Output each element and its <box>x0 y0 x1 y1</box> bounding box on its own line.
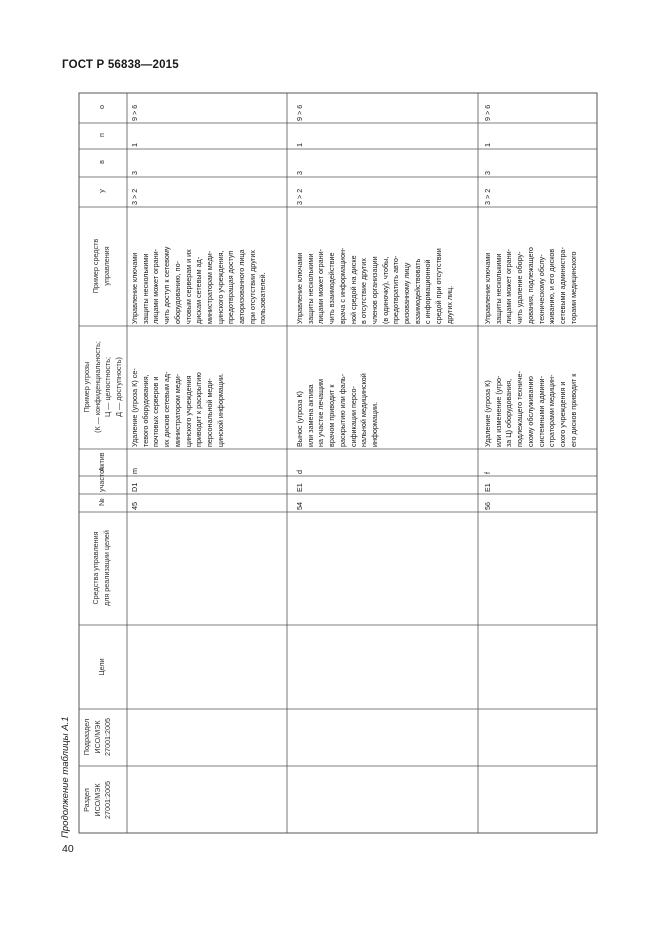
row-54-threat: Вынос (угроза К) или замена актива на участке лечащим врачом приводит к раскрытию или фаль- сификации персо- нальной медицинской информации. <box>295 373 379 447</box>
row-56-u: 3 > 2 <box>483 188 492 205</box>
row-56-threat: Удаление (угроза К) или изменение (угро- за Ц) оборудования, подлежащего техниче- скому обслуживанию системными админи- страторами медицин- ского учреждения и его дисков приводит к <box>483 371 578 447</box>
document-title: ГОСТ Р 56838—2015 <box>62 59 179 71</box>
row-56-control: Управление ключами защиты несколькими лицами может ограни- чить удаление обору- дования, подлежащего техническому обслу- живанию, и его дисков сетевыми администра- торами медицинского <box>483 247 578 324</box>
row-45-u: 3 > 2 <box>130 188 139 205</box>
header-area: участок <box>97 466 106 492</box>
row-54-p: 1 <box>295 143 304 147</box>
row-45-o: 9 > 6 <box>130 104 139 121</box>
table-continuation-label: Продолжение таблицы А.1 <box>60 716 71 838</box>
row-54-number: 54 <box>295 502 304 510</box>
row-45-p: 1 <box>130 143 139 147</box>
row-54-asset: d <box>295 470 304 474</box>
row-45-area: D1 <box>130 482 139 492</box>
header-asset: Актив <box>97 452 106 472</box>
row-45-threat: Удаление (угроза К) се- тевого оборудования, почтовых серверов и их дисков сетевым ад- министратором меди- цинского учреждения приводит к раскрытию персональной меди- цинской информации. <box>130 368 225 447</box>
header-o: о <box>97 105 106 109</box>
row-56-v: 3 <box>483 171 492 175</box>
header-control-example: Пример средств управления <box>91 238 111 294</box>
row-56-area: E1 <box>483 483 492 492</box>
row-45-control: Управление ключами защиты несколькими лицами может ограни- чить доступ к сетевому оборудованию, по- чтовым серверам и их дискам сетевым ад- министраторам меди- цинского учреждения, предотвращая доступ авторизованного лица при отсутствии других пользователей. <box>130 246 268 324</box>
header-v: в <box>97 160 106 164</box>
row-54-v: 3 <box>295 171 304 175</box>
row-54-area: E1 <box>295 483 304 492</box>
row-54-o: 9 > 6 <box>295 104 304 121</box>
header-p: п <box>97 133 106 137</box>
header-iso-section: Раздел ИСО/МЭК 27001:2005 <box>82 781 113 819</box>
page-number: 40 <box>62 843 74 855</box>
row-45-asset: m <box>130 468 139 474</box>
row-56-p: 1 <box>483 143 492 147</box>
header-goals: Цели <box>97 658 106 676</box>
row-56-o: 9 > 6 <box>483 104 492 121</box>
row-56-asset: f <box>483 472 492 474</box>
row-56-number: 56 <box>483 502 492 510</box>
row-54-u: 3 > 2 <box>295 188 304 205</box>
row-54-control: Управление ключами защиты несколькими лицами может ограни- чить взаимодействие врача с информацион- ной средой на диске в отсутствие других членов организации (в одиночку), чтобы, предотвратить авто- ризованному лицу взаимодействовать с информационной средой при отсутствии других лиц. <box>295 247 454 324</box>
header-number: № <box>97 498 106 506</box>
row-45-number: 45 <box>130 502 139 510</box>
header-threat-example: Пример угрозы (К — конфиденциальность; Ц — целостность; Д — доступность) <box>82 341 124 433</box>
header-iso-subsection: Подраздел ИСО/МЭК 27001:2005 <box>82 718 113 756</box>
header-controls: Средства управления для реализации целей <box>91 530 111 606</box>
header-u: у <box>97 189 106 193</box>
row-45-v: 3 <box>130 171 139 175</box>
